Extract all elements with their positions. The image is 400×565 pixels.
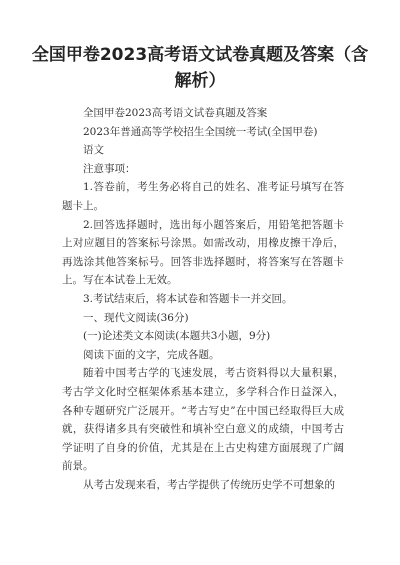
notice-item-3: 3.考试结束后，将本试卷和答题卡一并交回。 [83, 292, 293, 305]
subsection-heading: (一)论述类文本阅读(本题共3小题，9分) [83, 330, 271, 343]
subtitle-paragraph: 全国甲卷2023高考语文试卷真题及答案 [83, 107, 268, 119]
section-heading: 一、现代文阅读(36分) [83, 311, 189, 324]
exam-name-paragraph: 2023年普通高等学校招生全国统一考试(全国甲卷) [83, 125, 318, 138]
document-title-line-1: 全国甲卷2023高考语文试卷真题及答案（含 [31, 45, 369, 65]
notice-heading: 注意事项： [83, 162, 136, 175]
reading-paragraph-2: 从考古发现来看，考古学提供了传统历史学不可想象的 [83, 478, 335, 491]
notice-item-2: 2.回答选择题时，选出每小题答案后，用铅笔把答题卡上对应题目的答案标号涂黑。如需改动，用橡皮擦干净后，再选涂其他答案标号。回答非选择题时，将答案写在答题卡上。写在本试卷上无效。 [62, 218, 344, 287]
notice-item-1: 1.答卷前，考生务必将自己的姓名、准考证号填写在答题卡上。 [62, 181, 344, 212]
document-title-line-2: 解析） [174, 71, 226, 91]
instruction-paragraph: 阅读下面的文字，完成各题。 [83, 348, 220, 361]
subject-paragraph: 语文 [83, 144, 104, 157]
document-title [0, 42, 400, 94]
reading-paragraph-1: 随着中国考古学的飞速发展，考古资料得以大量积累，考古学文化时空框架体系基本建立，多学科合作日益深入，各种专题研究广泛展开。“考古写史”在中国已经取得巨大成就，获得诸多具有突破性和填补空白意义的成绩，中国考古学证明了自身的价值，尤其是在上古史构建方面展现了广阔前景。 [62, 367, 344, 473]
document-body [62, 104, 344, 494]
